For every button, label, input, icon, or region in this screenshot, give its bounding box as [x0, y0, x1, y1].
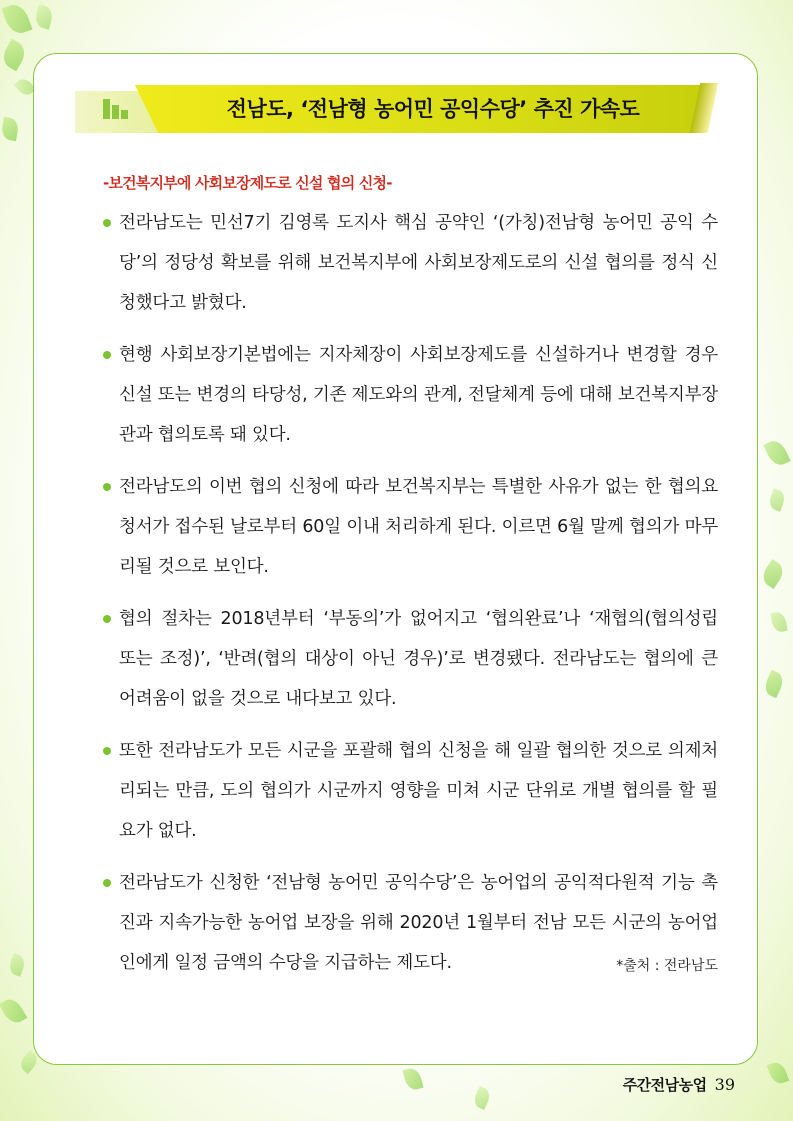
publication-name: 주간전남농업: [622, 1076, 707, 1094]
bullet-icon: [103, 879, 111, 887]
decorative-leaf: [471, 1086, 492, 1110]
page-title: 전남도, ‘전남형 농어민 공익수당’ 추진 가속도: [226, 97, 640, 121]
bullet-icon: [103, 747, 111, 755]
article-body: [103, 203, 718, 995]
list-item: [103, 731, 718, 851]
paragraph-text: 전라남도는 민선7기 김영록 도지사 핵심 공약인 ‘(가칭)전남형 농어민 공익 수당’의 정당성 확보를 위해 보건복지부에 사회보장제도로의 신설 협의를 정식 신청했다고 밝혔다.: [119, 213, 718, 313]
list-item: [103, 203, 718, 323]
decorative-leaf: [0, 995, 27, 1027]
decorative-leaf: [33, 4, 54, 29]
paragraph-text: 현행 사회보장기본법에는 지자체장이 사회보장제도를 신설하거나 변경할 경우 신설 또는 변경의 타당성, 기존 제도와의 관계, 전달체계 등에 대해 보건복지부장관과 협의토록 돼 있다.: [119, 345, 718, 445]
decorative-leaf: [402, 1066, 423, 1091]
source-note: *출처 : 전라남도: [616, 958, 718, 974]
bullet-icon: [103, 351, 111, 359]
list-item: [103, 335, 718, 455]
page-footer: [623, 1074, 735, 1095]
decorative-leaf: [767, 488, 787, 512]
decorative-leaf: [767, 1060, 790, 1086]
title-banner: [75, 85, 715, 133]
page-number: 39: [714, 1075, 735, 1094]
list-item: [103, 467, 718, 587]
decorative-leaf: [0, 39, 29, 72]
decorative-leaf: [763, 437, 790, 468]
bar-chart-icon: [103, 99, 133, 119]
decorative-leaf: [2, 1, 33, 37]
paragraph-text: 또한 전라남도가 모든 시군을 포괄해 협의 신청을 해 일괄 협의한 것으로 의제처리되는 만큼, 도의 협의가 시군까지 영향을 미쳐 시군 단위로 개별 협의를 할 필요가 없다.: [119, 741, 718, 841]
paragraph-text: 전라남도의 이번 협의 신청에 따라 보건복지부는 특별한 사유가 없는 한 협의요청서가 접수된 날로부터 60일 이내 처리하게 된다. 이르면 6월 말께 협의가 마무리될 것으로 보인다.: [119, 477, 718, 577]
decorative-leaf: [759, 559, 788, 589]
decorative-leaf: [762, 670, 787, 699]
bullet-icon: [103, 615, 111, 623]
paragraph-text: 협의 절차는 2018년부터 ‘부동의’가 없어지고 ‘협의완료’나 ‘재협의(협의성립 또는 조정)’, ‘반려(협의 대상이 아닌 경우)’로 변경됐다. 전라남도는 협의에 큰 어려움이 없을 것으로 내다보고 있다.: [119, 609, 718, 709]
paragraph-text: 전라남도가 신청한 ‘전남형 농어민 공익수당’은 농어업의 공익적다원적 기능 촉진과 지속가능한 농어업 보장을 위해 2020년 1월부터 전남 모든 시군의 농어업인에게 일정 금액의 수당을 지급하는 제도다.: [119, 873, 718, 973]
article-subtitle: -보건복지부에 사회보장제도로 신설 협의 신청-: [103, 174, 392, 192]
decorative-leaf: [0, 117, 20, 141]
list-item: [103, 599, 718, 719]
bullet-icon: [103, 483, 111, 491]
decorative-leaf: [7, 953, 27, 977]
bullet-icon: [103, 219, 111, 227]
decorative-leaf: [770, 611, 787, 633]
